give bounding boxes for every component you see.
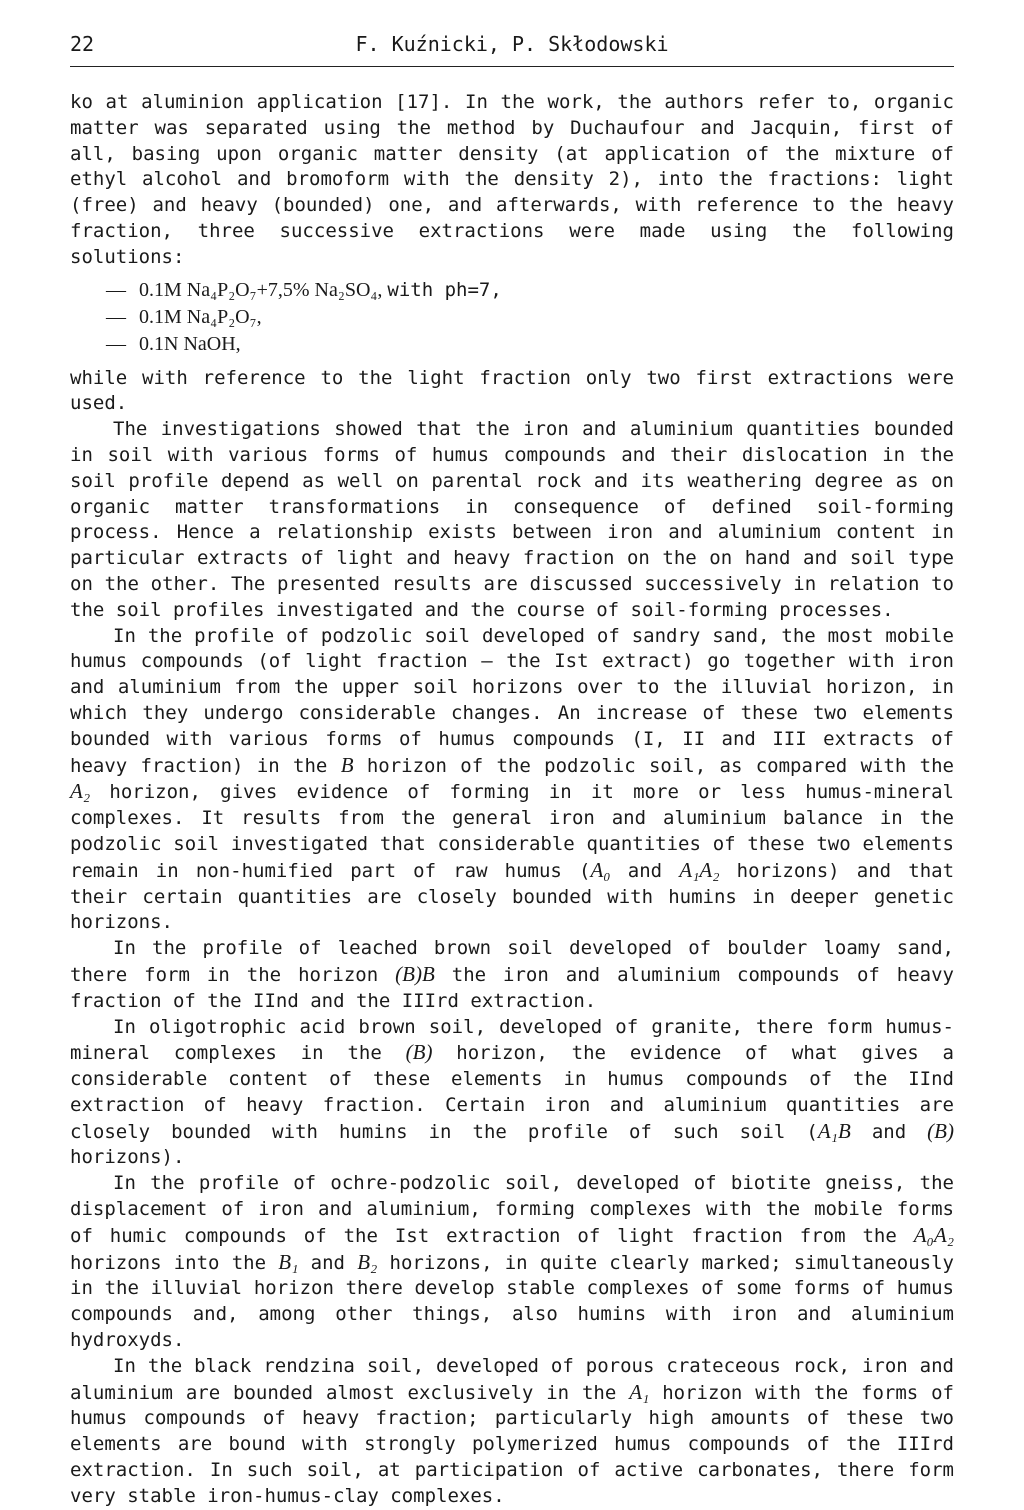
horizon-symbol: A₁B: [817, 1118, 851, 1143]
horizon-symbol: (B): [405, 1040, 433, 1065]
text-run: horizons into the: [70, 1251, 279, 1274]
solution-concentration: 0.1M: [139, 278, 182, 301]
header-rule: [70, 66, 954, 67]
text-run: In the profile of leached brown soil developed of boulder loamy sand, there form in the horizon: [70, 937, 954, 986]
paragraph-3: The investigations showed that the iron and aluminium quantities bounded in soil with various forms of humus compounds and their dislocation in the soil profile depend as well on parental rock and its weathering degree as on organic matter transformations in consequence of defined soil-forming process. Hence a relationship exists between iron and aluminium content in particular extracts of light and heavy fraction on the on hand and soil type on the other. The presented results are discussed successively in relation to the soil profiles investigated and the course of soil-forming processes.: [70, 418, 954, 621]
page: [70, 0, 955, 1507]
text-run: horizons, in quite clearly marked; simultaneously in the illuvial horizon there develop stable complexes of some forms of humus compounds and, among other things, also humins with iron and aluminium hydroxyds.: [70, 1251, 954, 1352]
horizon-symbol: A₀: [590, 857, 611, 882]
list-dash: —: [106, 305, 126, 328]
solution-condition: with ph=7,: [387, 278, 502, 301]
text-run: In the profile of podzolic soil developed of sandry sand, the most mobile humus compounds (of light fraction — the Ist extract) go together with iron and aluminium from the upper soil horizons over to the illuvial horizon, in which they undergo considerable changes. An increase of these two elements bounded with various forms of humus compounds (I, II and III extracts of heavy fraction) in the: [70, 624, 954, 777]
solution-concentration: 0.1M: [139, 305, 182, 328]
text-run: and: [298, 1251, 358, 1274]
text-run: horizon of the podzolic soil, as compared with the: [353, 754, 954, 777]
horizon-symbol: (B): [927, 1118, 954, 1143]
solutions-list: [106, 277, 954, 358]
horizon-symbol: A₂: [70, 779, 91, 804]
page-number: 22: [70, 32, 95, 56]
running-head-authors: F. Kuźnicki, P. Skłodowski: [355, 32, 669, 56]
text-run: In oligotrophic acid brown soil, developed of granite, there form humus-mineral complexes in the: [70, 1015, 954, 1065]
horizon-symbol: B₁: [278, 1249, 299, 1274]
text-run: and: [610, 859, 680, 882]
list-dash: —: [106, 278, 126, 301]
paragraph-7: [70, 1171, 954, 1354]
solution-formula: Na₄P₂O₇,: [186, 305, 262, 328]
horizon-symbol: A₀A₂: [913, 1222, 954, 1247]
paragraph-1: ko at aluminion application [17]. In the work, the authors refer to, organic matter was separated using the method by Duchaufour and Jacquin, first of all, basing upon organic matter density (at application of the mixture of ethyl alcohol and bromoform with the density 2), into the fractions: light (free) and heavy (bounded) one, and afterwards, with reference to the heavy fraction, three successive extractions were made using the following solutions:: [70, 91, 954, 268]
horizon-symbol: B₂: [357, 1249, 378, 1274]
running-head: [70, 32, 954, 62]
paragraph-5: [70, 936, 954, 1014]
text-run: horizon, the evidence of what gives a considerable content of these elements in humus compounds of the IInd extraction of heavy fraction. Certain iron and aluminium quantities are closely bounded with humins in the profile of such soil (: [70, 1042, 954, 1143]
horizon-symbol: B: [340, 752, 354, 777]
article-body: [70, 90, 954, 1510]
horizon-symbol: A₁A₂: [679, 857, 720, 882]
solution-item: [106, 331, 954, 358]
solution-item: [106, 304, 954, 331]
text-run: and: [850, 1120, 928, 1143]
solution-formula: NaOH,: [183, 332, 241, 355]
paragraph-8: [70, 1354, 954, 1510]
text-run: horizon, gives evidence of forming in it more or less humus-mineral complexes. It results from the general iron and aluminium balance in the podzolic soil investigated that considerable quantities of these two elements remain in non-humified part of raw humus (: [70, 781, 954, 882]
text-run: the iron and aluminium compounds of heavy fraction of the IInd and the IIIrd extraction.: [70, 963, 955, 1012]
horizon-symbol: A₁: [629, 1379, 650, 1404]
text-run: horizons) and that their certain quantities are closely bounded with humins in deeper genetic horizons.: [70, 859, 955, 934]
horizon-symbol: (B)B: [395, 961, 435, 986]
paragraph-2: while with reference to the light fraction only two first extractions were used.: [70, 366, 954, 415]
paragraph-4: [70, 624, 954, 937]
text-run: In the black rendzina soil, developed of porous crateceous rock, iron and aluminium are bounded almost exclusively in the: [70, 1354, 954, 1404]
solution-formula: Na₄P₂O₇+7,5% Na₂SO₄,: [186, 278, 383, 301]
text-run: In the profile of ochre-podzolic soil, developed of biotite gneiss, the displacement of iron and aluminium, forming complexes with the mobile forms of humic compounds of the Ist extraction of light fraction from the: [70, 1172, 954, 1247]
solution-item: [106, 277, 954, 304]
text-run: horizon with the forms of humus compounds of heavy fraction; particularly high amounts of these two elements are bound with strongly polymerized humus compounds of the IIIrd extraction. In such soil, at participation of active carbonates, there form very stable iron-humus-clay complexes.: [70, 1381, 954, 1507]
list-dash: —: [106, 332, 126, 355]
text-run: horizons).: [70, 1146, 185, 1169]
paragraph-6: [70, 1015, 954, 1172]
solution-concentration: 0.1N: [139, 332, 179, 355]
